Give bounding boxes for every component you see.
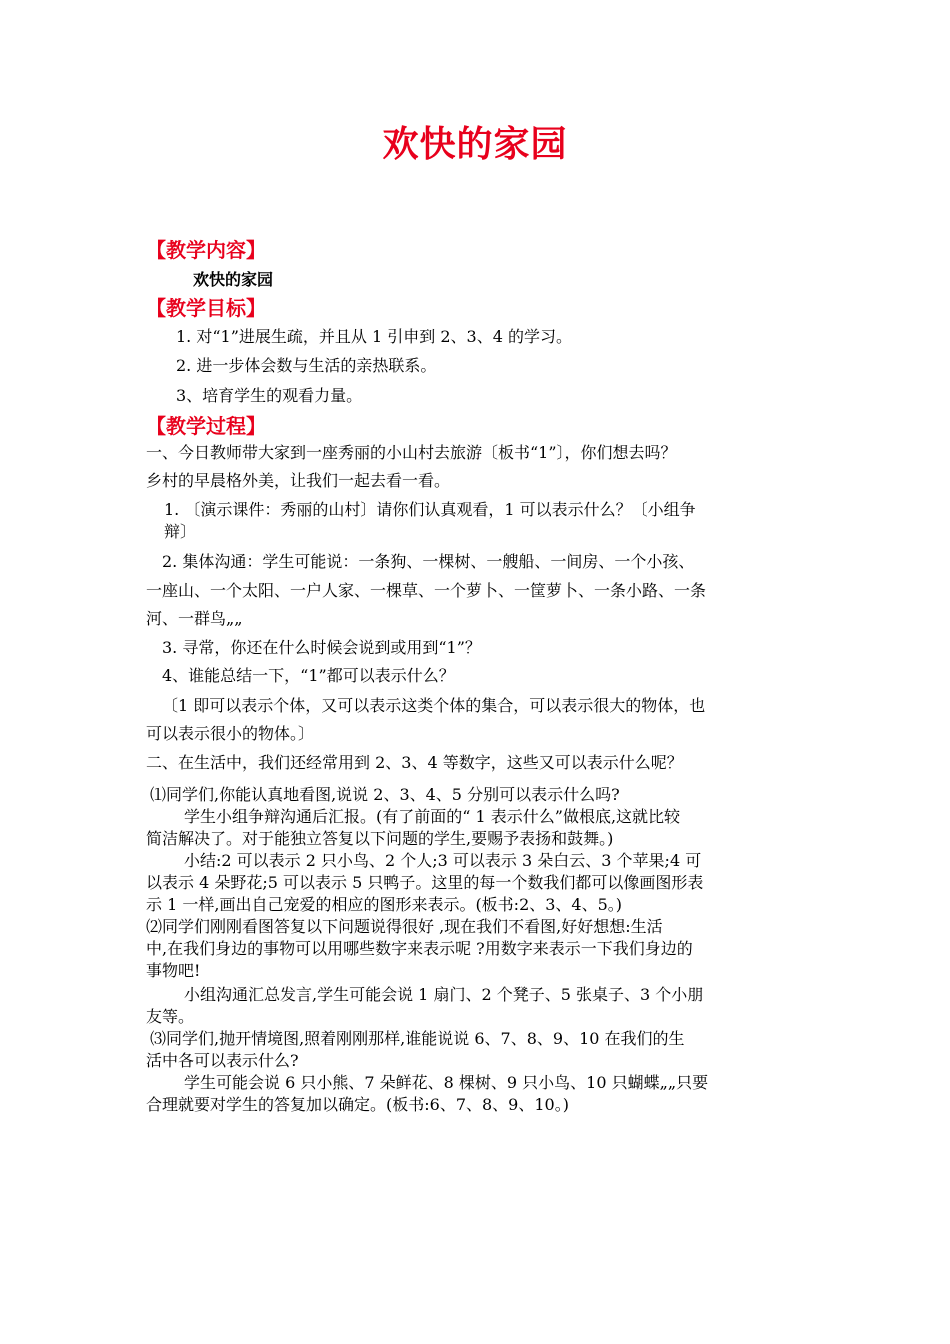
process-item1-line1: 1. 〔演示课件：秀丽的山村〕请你们认真观看，1 可以表示什么？〔小组争 [164, 500, 696, 519]
sub2-line3: 事物吧! [146, 961, 201, 980]
process-item2-line3: 河、一群鸟„„ [146, 609, 243, 628]
sub3-line4: 合理就要对学生的答复加以确定。(板书:6、7、8、9、10。) [146, 1095, 569, 1114]
process-item2-line2: 一座山、一个太阳、一户人家、一棵草、一个萝卜、一筐萝卜、一条小路、一条 [146, 581, 707, 600]
process-note-line2: 可以表示很小的物体。〕 [146, 724, 315, 743]
sub1-line2: 学生小组争辩沟通后汇报。(有了前面的“ 1 表示什么”做根底,这就比较 [184, 807, 681, 826]
section-heading-goals: 【教学目标】 [146, 296, 266, 320]
sub2-line2: 中,在我们身边的事物可以用哪些数字来表示呢 ?用数字来表示一下我们身边的 [146, 939, 693, 958]
sub2-line4: 小组沟通汇总发言,学生可能会说 1 扇门、2 个凳子、5 张桌子、3 个小朋 [184, 985, 704, 1004]
sub1-line5: 以表示 4 朵野花;5 可以表示 5 只鸭子。这里的每一个数我们都可以像画图形表 [146, 873, 704, 892]
process-part2-line1: 二、在生活中，我们还经常用到 2、3、4 等数字，这些又可以表示什么呢？ [146, 753, 683, 772]
section-heading-content: 【教学内容】 [146, 238, 266, 262]
sub1-line4: 小结:2 可以表示 2 只小鸟、2 个人;3 可以表示 3 朵白云、3 个苹果;4 可 [184, 851, 702, 870]
sub3-line1: ⑶同学们,抛开情境图,照着刚刚那样,谁能说说 6、7、8、9、10 在我们的生 [150, 1029, 685, 1048]
page-title: 欢快的家园 [382, 124, 568, 165]
process-note-line1: 〔1 即可以表示个体，又可以表示这类个体的集合，可以表示很大的物体，也 [162, 696, 706, 715]
sub1-line1: ⑴同学们,你能认真地看图,说说 2、3、4、5 分别可以表示什么吗? [150, 785, 620, 804]
goal-item-2: 2. 进一步体会数与生活的亲热联系。 [176, 356, 437, 375]
sub1-line3: 简洁解决了。对于能独立答复以下问题的学生,要赐予表扬和鼓舞。) [146, 829, 614, 848]
process-item4: 4、谁能总结一下，“1”都可以表示什么？ [162, 666, 455, 685]
sub2-line1: ⑵同学们刚刚看图答复以下问题说得很好 ,现在我们不看图,好好想想:生活 [146, 917, 663, 936]
sub1-line6: 示 1 一样,画出自己宠爱的相应的图形来表示。(板书:2、3、4、5。) [146, 895, 623, 914]
sub3-line3: 学生可能会说 6 只小熊、7 朵鲜花、8 棵树、9 只小鸟、10 只蝴蝶„„只要 [184, 1073, 709, 1092]
content-text: 欢快的家园 [193, 270, 274, 289]
goal-item-1: 1. 对“1”进展生疏，并且从 1 引申到 2、3、4 的学习。 [176, 327, 572, 346]
process-item3: 3. 寻常，你还在什么时候会说到或用到“1”？ [162, 638, 481, 657]
process-item2-line1: 2. 集体沟通：学生可能说：一条狗、一棵树、一艘船、一间房、一个小孩、 [162, 552, 695, 571]
goal-item-3: 3、培育学生的观看力量。 [176, 386, 363, 405]
process-part1-line1: 一、今日教师带大家到一座秀丽的小山村去旅游〔板书“1”〕，你们想去吗？ [146, 443, 677, 462]
sub2-line5: 友等。 [146, 1007, 195, 1026]
process-part1-line2: 乡村的早晨格外美，让我们一起去看一看。 [146, 471, 451, 490]
process-item1-line2: 辩〕 [164, 522, 197, 541]
section-heading-process: 【教学过程】 [146, 414, 266, 438]
sub3-line2: 活中各可以表示什么? [146, 1051, 299, 1070]
